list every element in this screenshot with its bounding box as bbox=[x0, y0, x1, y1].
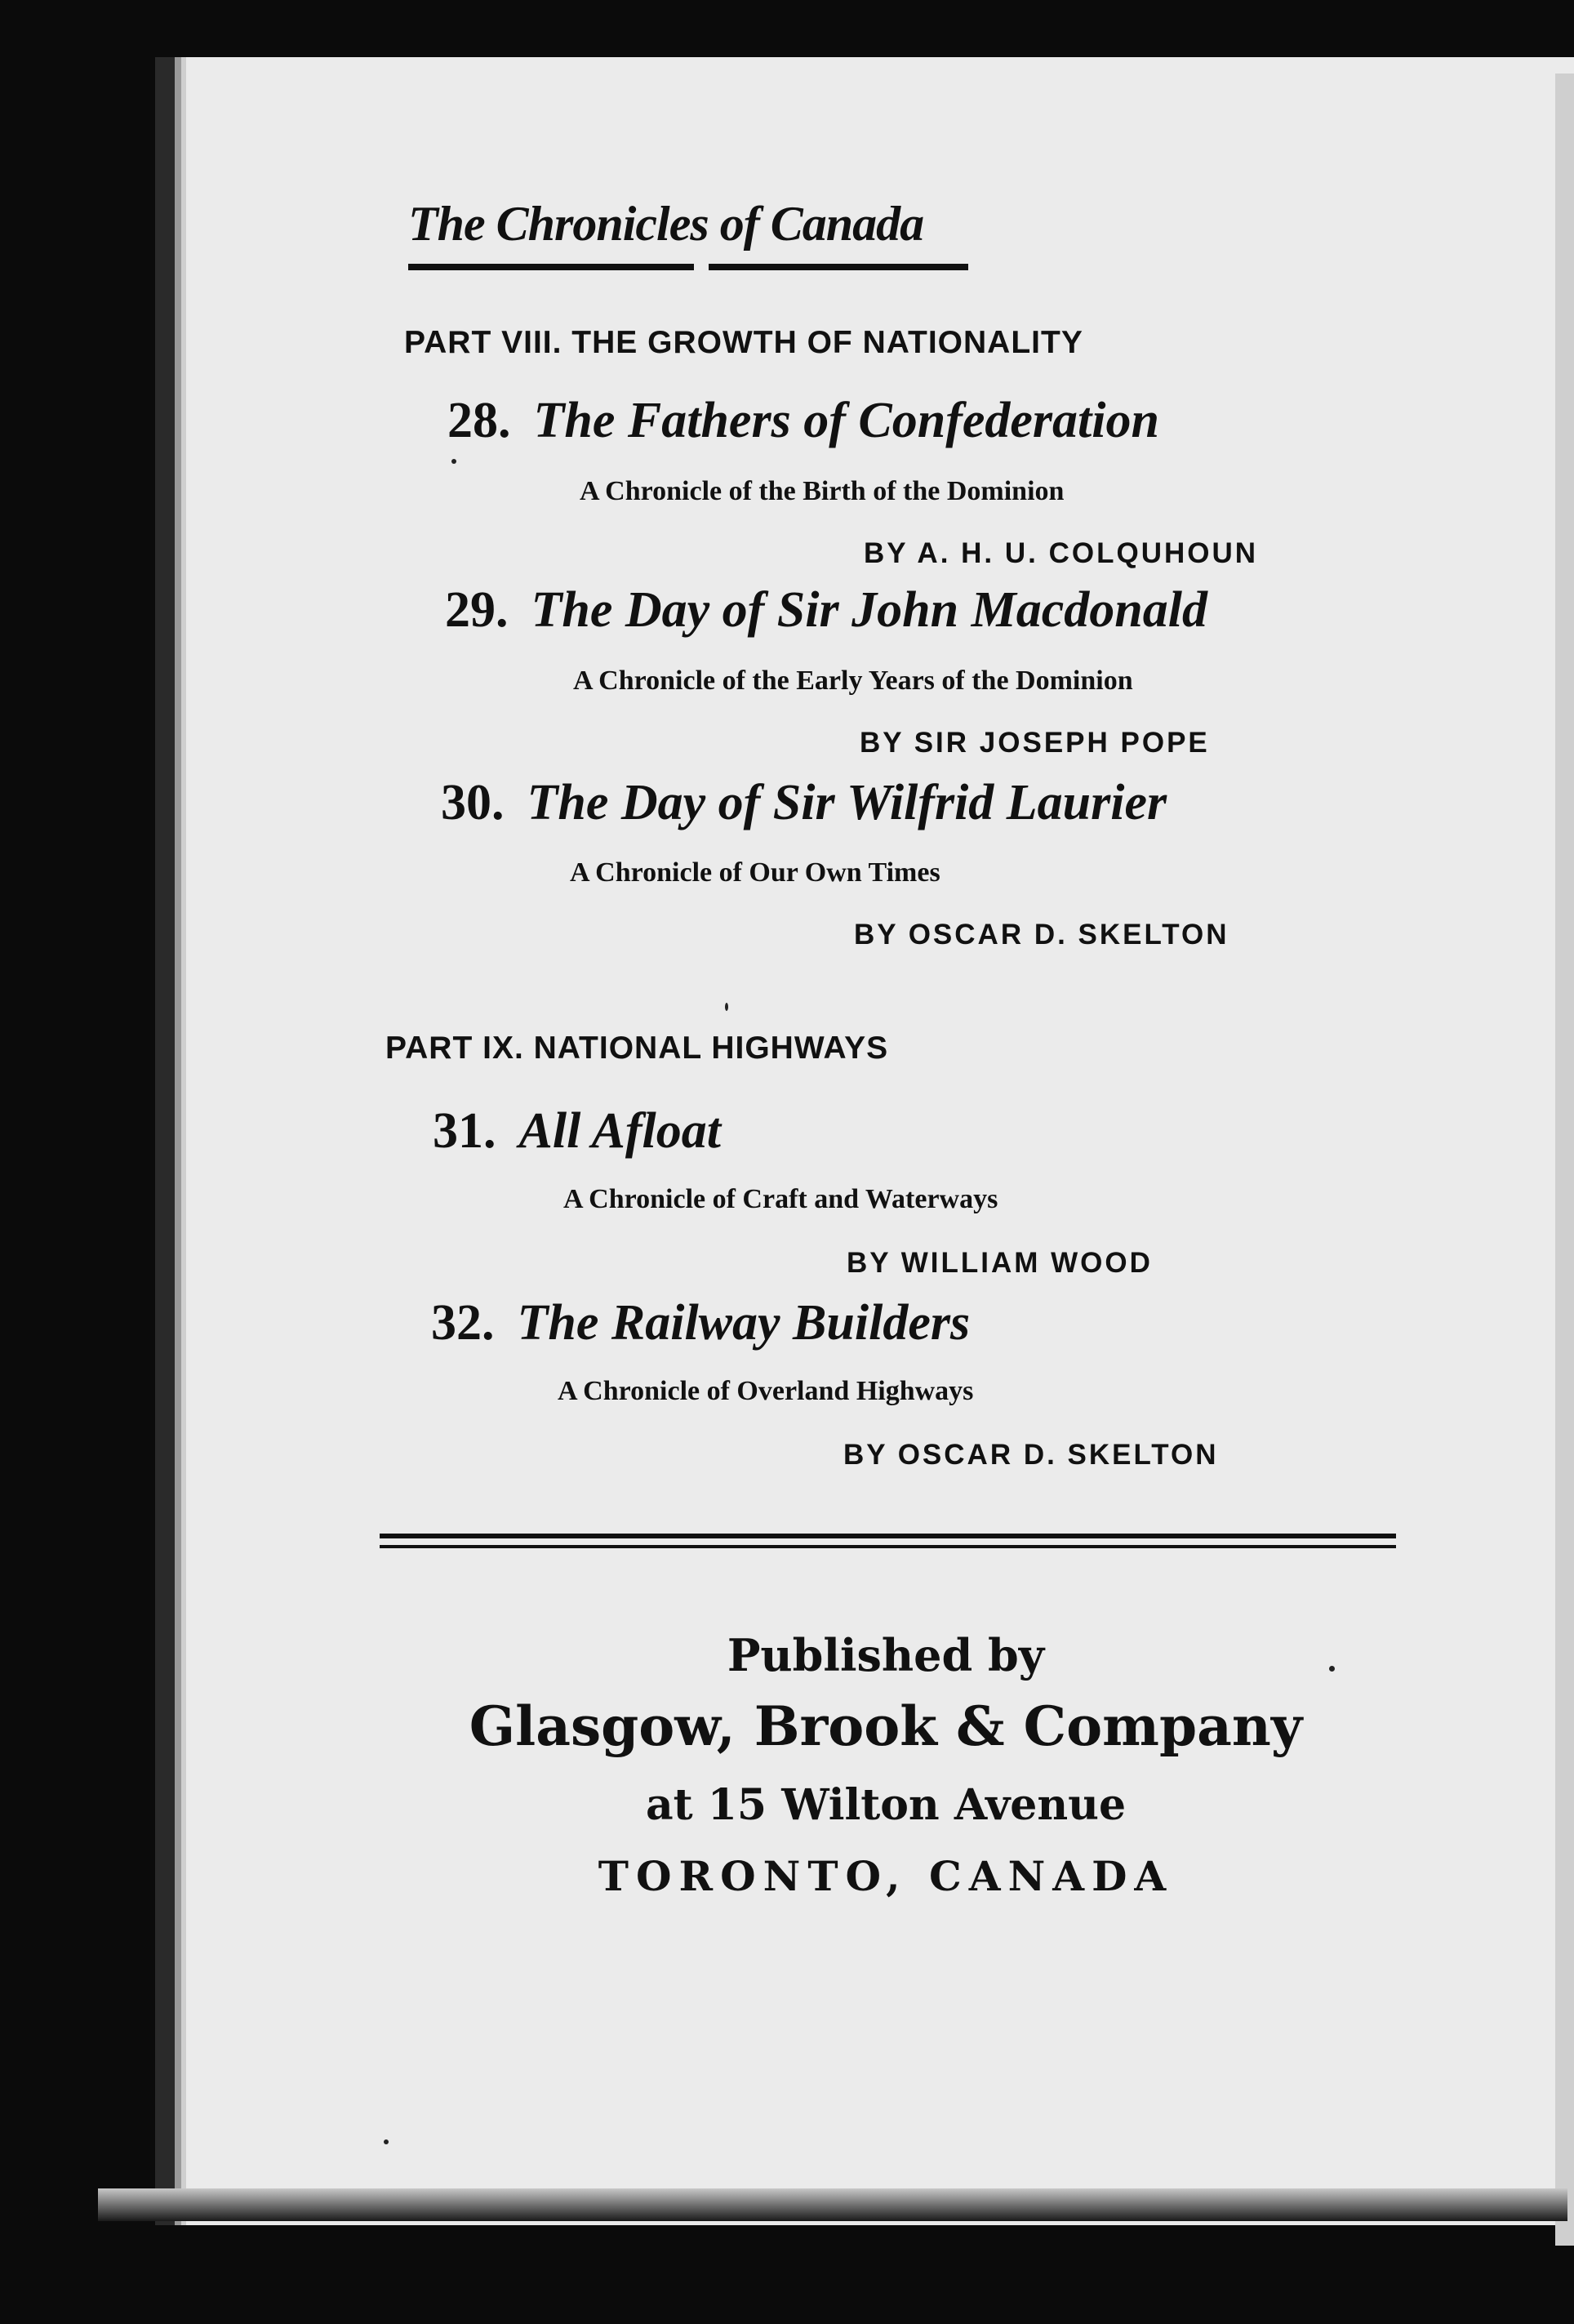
volume-title-text: The Railway Builders bbox=[517, 1295, 971, 1351]
volume-title-text: The Day of Sir Wilfrid Laurier bbox=[527, 775, 1167, 830]
page-bottom-shadow bbox=[98, 2188, 1567, 2221]
volume-28-subtitle: A Chronicle of the Birth of the Dominion bbox=[580, 476, 1065, 506]
dust-speck bbox=[384, 2139, 389, 2144]
volume-number: 28. bbox=[447, 393, 511, 448]
volume-number: 31. bbox=[433, 1103, 496, 1159]
page-edge bbox=[1555, 73, 1574, 2246]
part-ix-heading: PART IX. NATIONAL HIGHWAYS bbox=[385, 1031, 889, 1066]
volume-30-subtitle: A Chronicle of Our Own Times bbox=[570, 857, 940, 888]
volume-number: 29. bbox=[445, 582, 509, 638]
title-underline-right bbox=[709, 264, 968, 270]
volume-number: 32. bbox=[431, 1295, 495, 1351]
volume-32-subtitle: A Chronicle of Overland Highways bbox=[558, 1376, 974, 1406]
volume-title-text: All Afloat bbox=[518, 1103, 721, 1159]
volume-32-author: BY OSCAR D. SKELTON bbox=[843, 1439, 1219, 1471]
volume-31-subtitle: A Chronicle of Craft and Waterways bbox=[563, 1184, 998, 1214]
published-by-line: Published by bbox=[727, 1629, 1045, 1681]
volume-number: 30. bbox=[441, 775, 505, 830]
volume-30-title bbox=[441, 774, 1167, 832]
volume-31-title bbox=[433, 1102, 721, 1160]
publisher-city: TORONTO, CANADA bbox=[598, 1852, 1174, 1900]
volume-29-author: BY SIR JOSEPH POPE bbox=[860, 727, 1210, 759]
volume-28-title bbox=[447, 392, 1159, 450]
volume-29-subtitle: A Chronicle of the Early Years of the Dominion bbox=[573, 666, 1133, 696]
volume-31-author: BY WILLIAM WOOD bbox=[847, 1247, 1153, 1279]
section-divider-top bbox=[380, 1534, 1396, 1538]
volume-title-text: The Fathers of Confederation bbox=[533, 393, 1159, 448]
dust-speck bbox=[1329, 1666, 1335, 1672]
volume-title-text: The Day of Sir John Macdonald bbox=[531, 582, 1207, 638]
publisher-name: Glasgow, Brook & Company bbox=[469, 1694, 1303, 1758]
section-divider-bottom bbox=[380, 1545, 1396, 1548]
part-viii-heading: PART VIII. THE GROWTH OF NATIONALITY bbox=[404, 325, 1083, 360]
volume-32-title bbox=[431, 1294, 970, 1352]
title-underline-left bbox=[408, 264, 694, 270]
volume-28-author: BY A. H. U. COLQUHOUN bbox=[864, 537, 1259, 569]
volume-29-title bbox=[445, 581, 1207, 639]
dust-speck bbox=[725, 1003, 728, 1011]
volume-30-author: BY OSCAR D. SKELTON bbox=[854, 919, 1229, 951]
series-title: The Chronicles of Canada bbox=[408, 197, 924, 251]
dust-speck bbox=[451, 459, 456, 464]
publisher-address: at 15 Wilton Avenue bbox=[645, 1780, 1127, 1830]
